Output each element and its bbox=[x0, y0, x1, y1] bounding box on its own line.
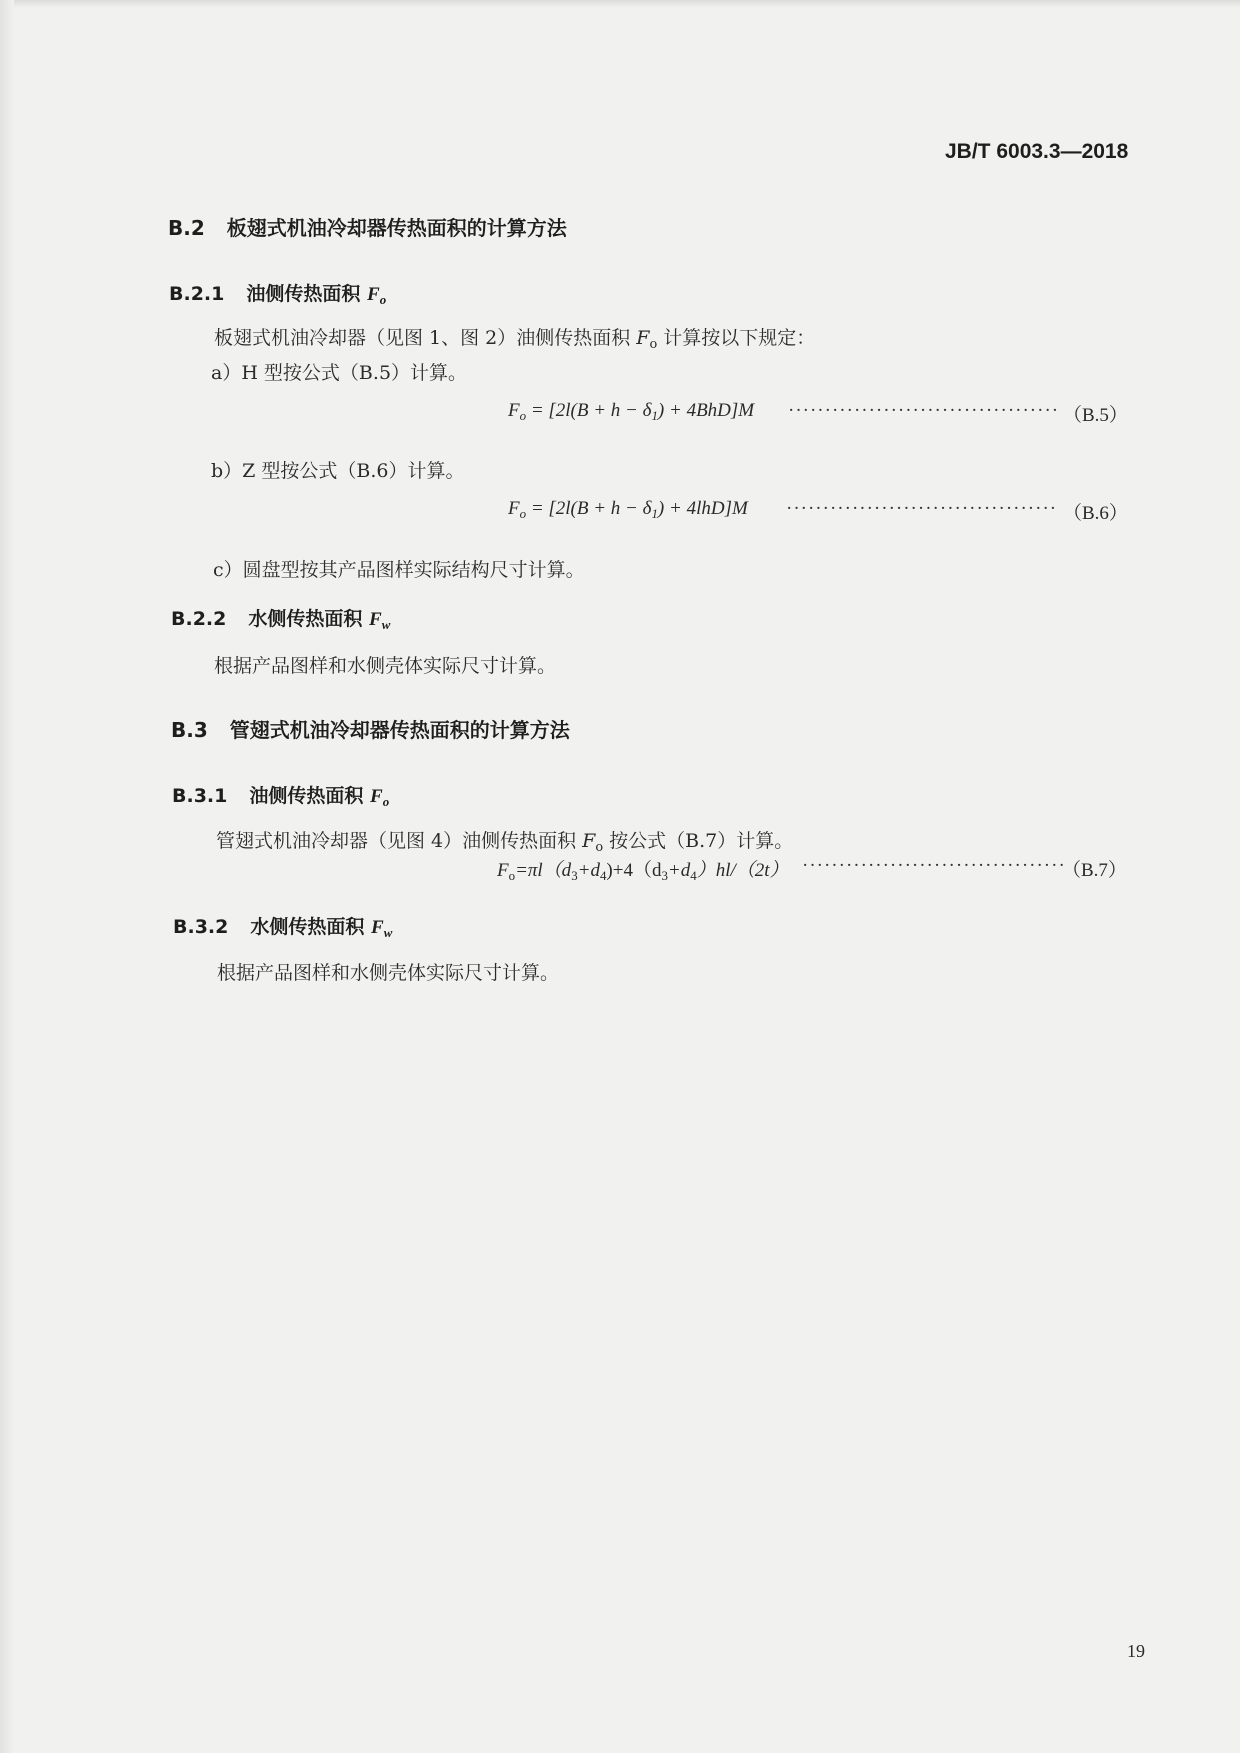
list-item-c: c）圆盘型按其产品图样实际结构尺寸计算。 bbox=[213, 559, 585, 581]
section-heading-b3 bbox=[171, 714, 570, 743]
symbol-subscript: w bbox=[381, 616, 391, 632]
section-number: B.3 bbox=[171, 718, 208, 742]
equation-body: $F_o = [2l(B + h - \delta_1) + 4BhD]M$ bbox=[508, 400, 755, 423]
paragraph-b21 bbox=[214, 323, 815, 352]
text: 管翅式机油冷却器（见图 4）油侧传热面积 bbox=[216, 830, 583, 852]
equation-b6 bbox=[508, 498, 1128, 522]
list-item-b: b）Z 型按公式（B.6）计算。 bbox=[211, 460, 465, 482]
subsection-title: 油侧传热面积 bbox=[246, 283, 361, 305]
symbol: F bbox=[370, 786, 383, 807]
subsection-title: 油侧传热面积 bbox=[249, 785, 364, 807]
page-top-edge bbox=[0, 0, 1240, 8]
symbol-subscript: o bbox=[382, 793, 390, 809]
symbol: F bbox=[582, 830, 596, 852]
subsection-number: B.2.1 bbox=[169, 283, 225, 305]
equation-b7 bbox=[497, 855, 1127, 884]
symbol-subscript: w bbox=[383, 924, 393, 940]
section-title: 管翅式机油冷却器传热面积的计算方法 bbox=[229, 718, 570, 742]
text: 板翅式机油冷却器（见图 1、图 2）油侧传热面积 bbox=[214, 327, 637, 349]
standard-code: JB/T 6003.3—2018 bbox=[945, 140, 1129, 163]
equation-body: $F_o = [2l(B + h - \delta_1) + 4lhD]M$ bbox=[508, 498, 748, 521]
symbol: F bbox=[369, 609, 382, 630]
list-item-a: a）H 型按公式（B.5）计算。 bbox=[211, 362, 468, 384]
subsection-title: 水侧传热面积 bbox=[248, 608, 363, 630]
page-left-edge bbox=[0, 0, 14, 1753]
subsection-number: B.3.1 bbox=[172, 785, 228, 807]
section-number: B.2 bbox=[168, 216, 205, 240]
paragraph-b32: 根据产品图样和水侧壳体实际尺寸计算。 bbox=[217, 962, 560, 984]
paragraph-b31 bbox=[216, 826, 793, 855]
subsection-title: 水侧传热面积 bbox=[250, 916, 365, 938]
section-title: 板翅式机油冷却器传热面积的计算方法 bbox=[226, 216, 567, 240]
equation-label: （B.5） bbox=[1063, 405, 1128, 426]
text: 按公式（B.7）计算。 bbox=[603, 830, 794, 852]
paragraph-b22: 根据产品图样和水侧壳体实际尺寸计算。 bbox=[214, 655, 557, 677]
symbol-subscript: o bbox=[649, 336, 658, 352]
equation-label: （B.6） bbox=[1063, 503, 1128, 524]
leader-dots: ···································· bbox=[802, 855, 1066, 876]
symbol-subscript: o bbox=[379, 291, 387, 307]
section-heading-b2 bbox=[168, 212, 567, 241]
symbol: F bbox=[371, 917, 384, 938]
subsection-number: B.3.2 bbox=[173, 916, 229, 938]
page-number: 19 bbox=[1127, 1641, 1145, 1661]
equation-label: （B.7） bbox=[1062, 860, 1127, 881]
subsection-number: B.2.2 bbox=[171, 608, 227, 630]
subsection-heading-b32 bbox=[173, 912, 392, 941]
symbol: F bbox=[636, 327, 650, 349]
subsection-heading-b31 bbox=[172, 781, 389, 810]
subsection-heading-b22 bbox=[171, 604, 390, 633]
equation-b5 bbox=[508, 400, 1128, 424]
text: 计算按以下规定： bbox=[657, 327, 816, 349]
equation-body: $F_o=\pi l(d_3+d_4)+4(d_3+d_4)hl/(2t)$ bbox=[497, 860, 789, 883]
leader-dots: ····································· bbox=[786, 498, 1058, 519]
subsection-heading-b21 bbox=[169, 279, 386, 308]
leader-dots: ····································· bbox=[788, 400, 1060, 421]
symbol-subscript: o bbox=[595, 839, 604, 855]
symbol: F bbox=[367, 284, 380, 305]
